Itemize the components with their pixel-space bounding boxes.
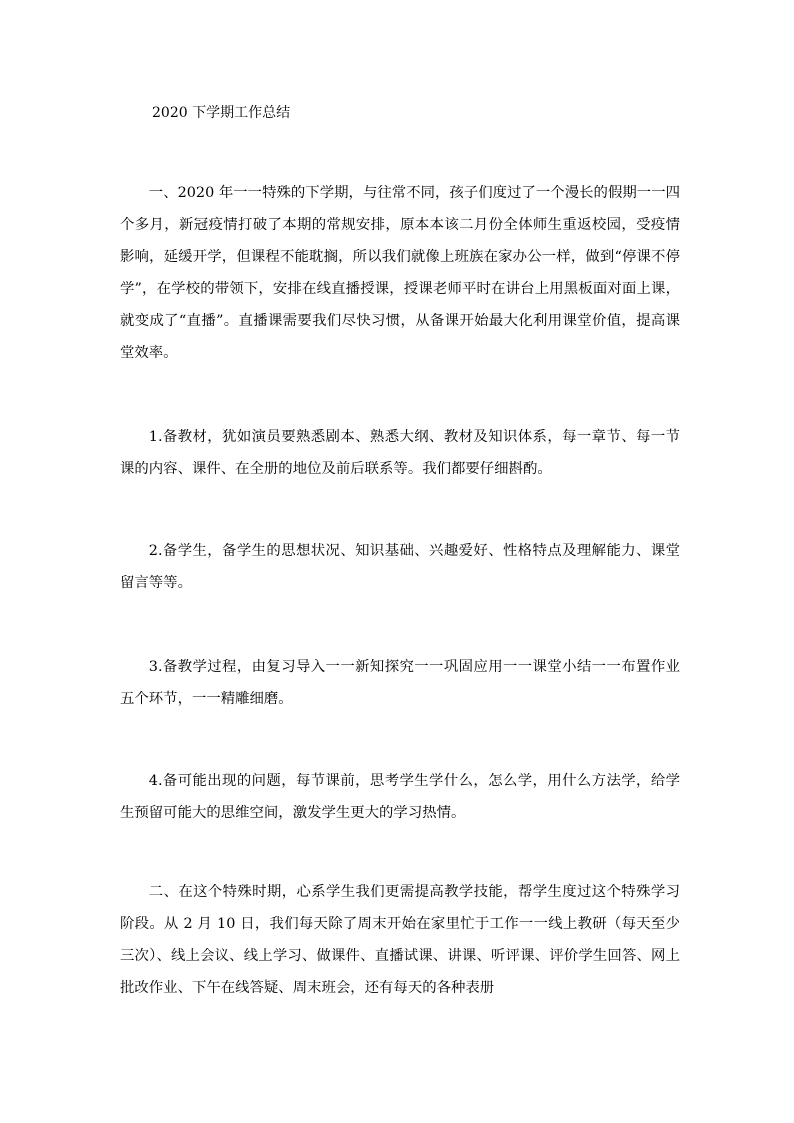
- document-title: 2020 下学期工作总结: [152, 105, 291, 121]
- paragraph-prepare-materials: 1.备教材，犹如演员要熟悉剧本、熟悉大纲、教材及知识体系，每一章节、每一节课的内容、课件、在全册的地位及前后联系等。我们都要仔细斟酌。: [120, 429, 680, 477]
- paragraph-prepare-problems: 4.备可能出现的问题，每节课前，思考学生学什么，怎么学，用什么方法学，给学生预留可能大的思维空间，激发学生更大的学习热情。: [120, 773, 680, 821]
- paragraph-section-two: 二、在这个特殊时期，心系学生我们更需提高教学技能，帮学生度过这个特殊学习阶段。从 2 月 10 日，我们每天除了周末开始在家里忙于工作一一线上教研（每天至少三次）、线上会议、线上学习、做课件、直播试课、讲课、听评课、评价学生回答、网上批改作业、下午在线答疑、周末班会，还有每天的各种表册: [120, 884, 680, 996]
- paragraph-section-one: 一、2020 年一一特殊的下学期，与往常不同，孩子们度过了一个漫长的假期一一四个多月，新冠疫情打破了本期的常规安排，原本本该二月份全体师生重返校园，受疫情影响，延缓开学，但课程不能耽搁，所以我们就像上班族在家办公一样，做到“停课不停学”，在学校的带领下，安排在线直播授课，授课老师平时在讲台上用黑板面对面上课，就变成了“直播”。直播课需要我们尽快习惯，从备课开始最大化利用课堂价值，提高课堂效率。: [120, 185, 680, 361]
- paragraph-prepare-students: 2.备学生，备学生的思想状况、知识基础、兴趣爱好、性格特点及理解能力、课堂留言等等。: [120, 543, 680, 591]
- paragraph-prepare-process: 3.备教学过程，由复习导入一一新知探究一一巩固应用一一课堂小结一一布置作业五个环节，一一精雕细磨。: [120, 659, 680, 707]
